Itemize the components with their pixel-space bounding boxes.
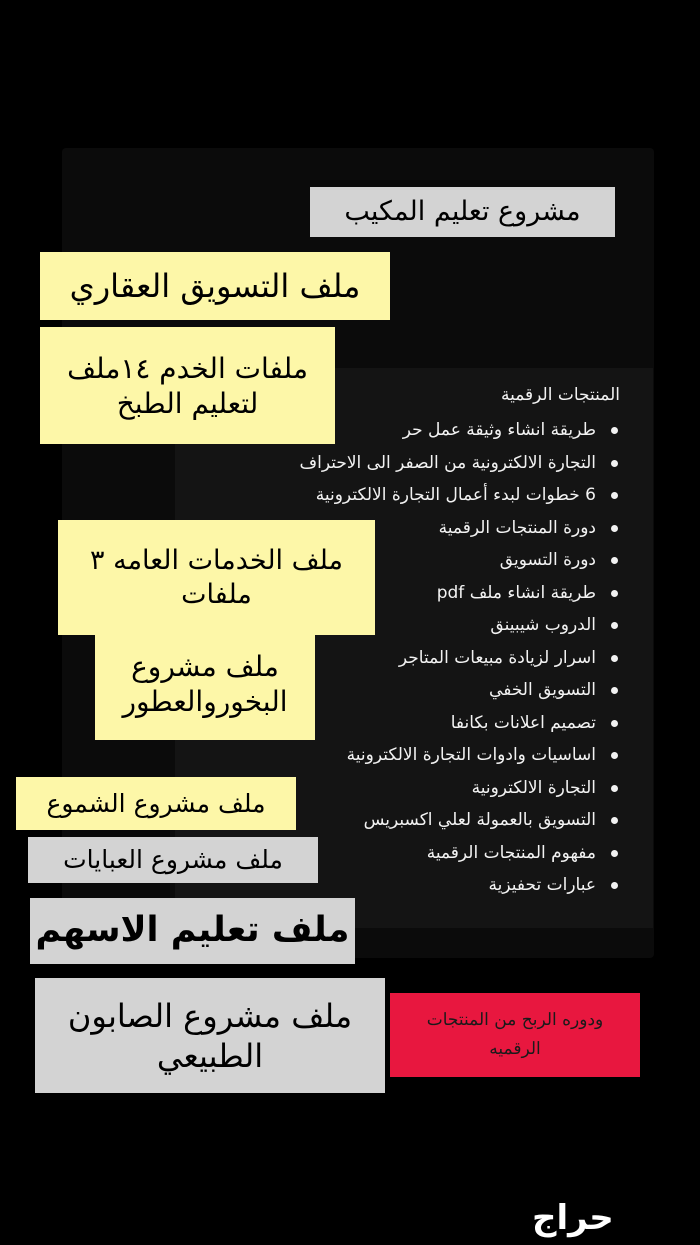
list-item-text: دورة المنتجات الرقمية — [438, 517, 596, 538]
bullet-icon — [611, 590, 618, 597]
bullet-icon — [611, 850, 618, 857]
list-item — [220, 479, 620, 512]
list-item-text: التجارة الالكترونية من الصفر الى الاحتراف — [299, 452, 596, 473]
general-services-label: ملف الخدمات العامه ٣ ملفات — [58, 520, 375, 635]
haraj-watermark: حراج — [532, 1198, 614, 1238]
bullet-icon — [611, 622, 618, 629]
real-estate-file-label: ملف التسويق العقاري — [40, 252, 390, 320]
list-item-text: الدروب شيبينق — [490, 615, 596, 635]
list-item-text: طريقة انشاء ملف pdf — [436, 582, 596, 603]
cooking-files-label: ملفات الخدم ١٤ملف لتعليم الطبخ — [40, 327, 335, 444]
list-item-text: اسرار لزيادة مبيعات المتاجر — [398, 647, 596, 668]
digital-products-title: المنتجات الرقمية — [500, 385, 620, 405]
bullet-icon — [611, 427, 618, 434]
list-item-text: تصميم اعلانات بكانفا — [450, 712, 596, 733]
bullet-icon — [611, 817, 618, 824]
bullet-icon — [611, 785, 618, 792]
bullet-icon — [611, 752, 618, 759]
bullet-icon — [611, 492, 618, 499]
bullet-icon — [611, 882, 618, 889]
soap-file-label: ملف مشروع الصابون الطبيعي — [35, 978, 385, 1093]
incense-perfume-label: ملف مشروع البخوروالعطور — [95, 628, 315, 740]
digital-profit-course-box: ودوره الربح من المنتجات الرقميه — [390, 993, 640, 1077]
list-item-text: دورة التسويق — [499, 550, 596, 570]
stocks-file-label: ملف تعليم الاسهم — [30, 898, 355, 964]
makeup-project-label: مشروع تعليم المكيب — [310, 187, 615, 237]
bullet-icon — [611, 557, 618, 564]
list-item-text: اساسيات وادوات التجارة الالكترونية — [346, 745, 596, 765]
bullet-icon — [611, 525, 618, 532]
list-item — [220, 447, 620, 480]
list-item-text: مفهوم المنتجات الرقمية — [426, 842, 596, 863]
list-item-text: 6 خطوات لبدء أعمال التجارة الالكترونية — [315, 485, 596, 505]
list-item-text: التسويق بالعمولة لعلي اكسبريس — [363, 810, 596, 830]
list-item-text: عبارات تحفيزية — [488, 875, 596, 895]
bullet-icon — [611, 720, 618, 727]
bullet-icon — [611, 687, 618, 694]
abayas-file-label: ملف مشروع العبايات — [28, 837, 318, 883]
bullet-icon — [611, 460, 618, 467]
list-item-text: طريقة انشاء وثيقة عمل حر — [402, 420, 596, 440]
bullet-icon — [611, 655, 618, 662]
list-item-text: التسويق الخفي — [489, 680, 596, 700]
list-item — [220, 739, 620, 772]
list-item-text: التجارة الالكترونية — [471, 777, 596, 798]
candles-file-label: ملف مشروع الشموع — [16, 777, 296, 830]
